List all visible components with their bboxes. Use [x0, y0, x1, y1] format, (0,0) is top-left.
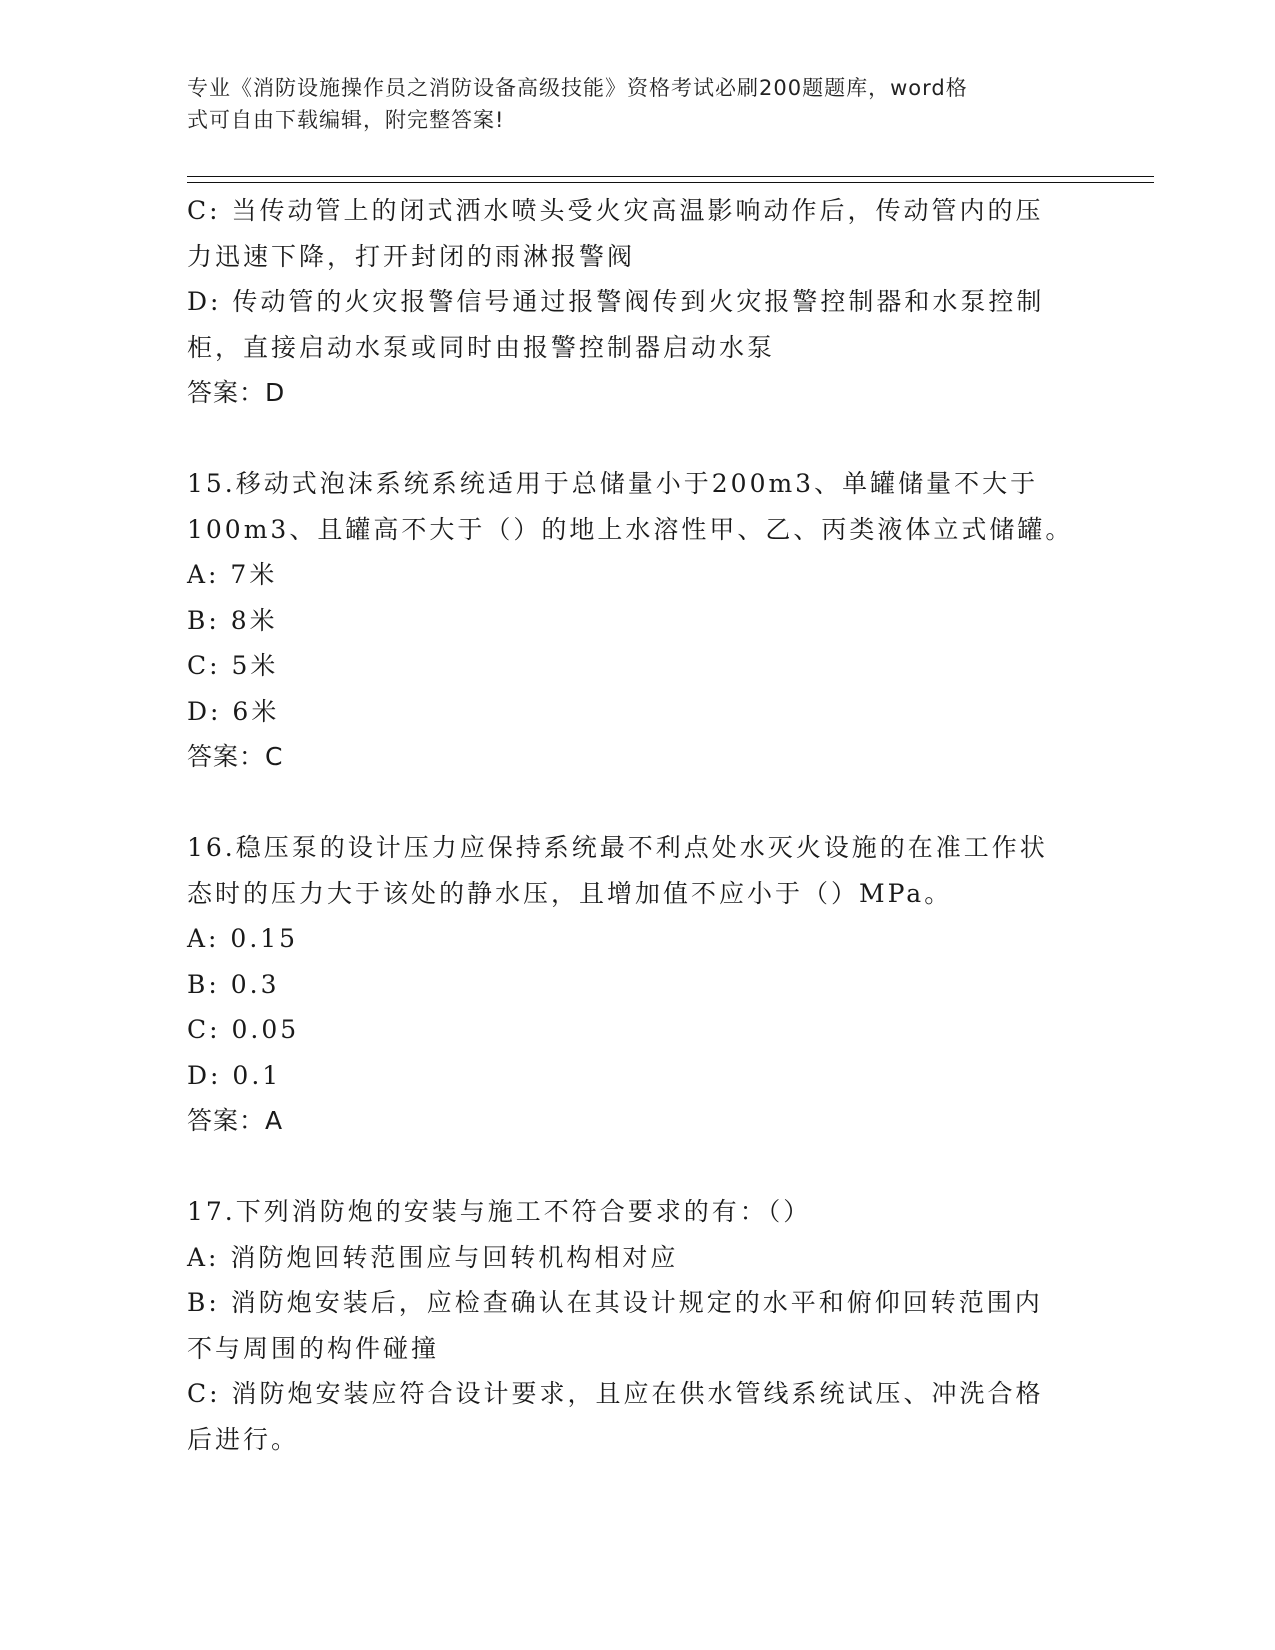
option-a: A: 7米	[187, 560, 278, 589]
answer-label: 答案：A	[187, 1106, 284, 1135]
option-c-line-2: 后进行。	[187, 1424, 300, 1454]
option-c-line-1: C: 当传动管上的闭式洒水喷头受火灾高温影响动作后，传动管内的压	[187, 196, 1044, 225]
header-line-1: 专业《消防设施操作员之消防设备高级技能》资格考试必刷200题题库，word格	[187, 76, 968, 100]
option-a: A: 0.15	[187, 924, 299, 953]
question-stem-line-2: 100m3、且罐高不大于（）的地上水溶性甲、乙、丙类液体立式储罐。	[187, 514, 1074, 544]
option-d: D: 0.1	[187, 1060, 282, 1090]
option-d-line-1: D: 传动管的火灾报警信号通过报警阀传到火灾报警控制器和水泵控制	[187, 287, 1045, 316]
question-stem-line-1: 16.稳压泵的设计压力应保持系统最不利点处水灭火设施的在准工作状	[187, 833, 1048, 862]
question-16	[187, 825, 1087, 1144]
document-body	[187, 188, 1087, 1462]
option-b: B: 0.3	[187, 969, 280, 999]
option-b-line-1: B: 消防炮安装后，应检查确认在其设计规定的水平和俯仰回转范围内	[187, 1288, 1043, 1317]
header-line-2: 式可自由下载编辑，附完整答案!	[187, 108, 505, 132]
option-d: D: 6米	[187, 696, 280, 726]
option-b: B: 8米	[187, 605, 278, 635]
question-15	[187, 461, 1087, 780]
header-divider-top	[187, 176, 1154, 177]
spacer	[187, 780, 1087, 826]
answer-label: 答案：C	[187, 742, 284, 771]
option-c: C: 5米	[187, 651, 279, 680]
question-17	[187, 1189, 1087, 1462]
spacer	[187, 416, 1087, 462]
question-stem-line-1: 17.下列消防炮的安装与施工不符合要求的有：（）	[187, 1197, 812, 1226]
question-stem-line-2: 态时的压力大于该处的静水压，且增加值不应小于（）MPa。	[187, 878, 953, 908]
previous-question-tail	[187, 188, 1087, 416]
header-divider-bottom	[187, 182, 1154, 183]
spacer	[187, 1144, 1087, 1190]
document-header	[187, 72, 1067, 136]
option-d-line-2: 柜，直接启动水泵或同时由报警控制器启动水泵	[187, 332, 776, 362]
option-b-line-2: 不与周围的构件碰撞	[187, 1333, 440, 1363]
question-stem-line-1: 15.移动式泡沫系统系统适用于总储量小于200m3、单罐储量不大于	[187, 469, 1039, 498]
option-c: C: 0.05	[187, 1015, 300, 1044]
option-c-line-1: C: 消防炮安装应符合设计要求，且应在供水管线系统试压、冲洗合格	[187, 1379, 1044, 1408]
option-a: A: 消防炮回转范围应与回转机构相对应	[187, 1242, 679, 1272]
answer-label: 答案：D	[187, 378, 286, 407]
option-c-line-2: 力迅速下降，打开封闭的雨淋报警阀	[187, 241, 636, 271]
